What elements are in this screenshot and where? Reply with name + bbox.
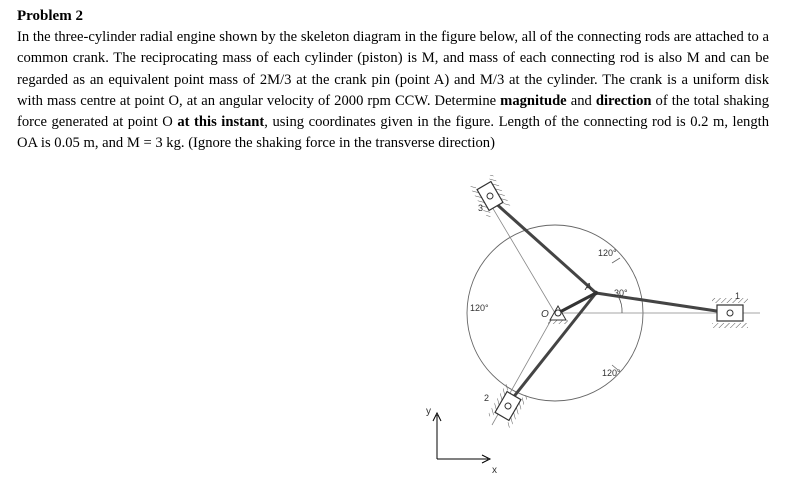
problem-text-part-1: In the three-cylinder radial engine shown by the skeleton diagram in the figure below, all of the connecting rods are attached to a common crank. The reciprocating mass of each cylinder (piston) is M, and mass of each connecting rod is also M and can be regarded as an equivalent point mass of 2M/3 at the crank pin (point A) and M/3 at the cylinder. The crank is a uniform disk with mass centre at point O, at an angular velocity of 2000 rpm CCW. Determine xyxy=(17,29,769,109)
label-angle-crank: 30° xyxy=(614,288,628,298)
label-axis-y: y xyxy=(426,406,431,417)
connecting-rod-2 xyxy=(508,293,596,404)
emphasis-magnitude: magnitude xyxy=(500,92,567,109)
label-angle-bottom: 120° xyxy=(602,368,621,378)
coordinate-axes xyxy=(433,413,490,463)
problem-title: Problem 2 xyxy=(17,8,83,24)
problem-text-part-2: and xyxy=(566,92,596,109)
problem-text-part-4: , using coordinates given in the figure. Length of the connecting rod is 0.2 m, length OA is 0.05 m, and M = 3 kg. (Ignore the shaking force in the transverse direction) xyxy=(17,114,770,152)
label-angle-top: 120° xyxy=(598,248,617,258)
angle-arc-30 xyxy=(618,296,622,313)
problem-text-part-3: of the total shaking force generated at point O xyxy=(17,92,769,131)
angle-arc-120-top xyxy=(612,258,620,263)
emphasis-direction: direction xyxy=(595,92,652,109)
crank-oa xyxy=(558,293,596,313)
connecting-rod-3 xyxy=(492,200,596,293)
emphasis-at-this-instant: at this instant xyxy=(177,114,265,131)
label-point-o: O xyxy=(541,309,549,320)
label-cylinder-2: 2 xyxy=(484,393,490,403)
label-angle-left: 120° xyxy=(470,303,489,313)
label-cylinder-1: 1 xyxy=(735,291,741,301)
label-cylinder-3: 3 xyxy=(478,203,484,213)
label-point-a: A xyxy=(585,282,592,293)
cylinder-1 xyxy=(712,298,748,328)
crank-pin-a xyxy=(594,291,598,295)
label-axis-x: x xyxy=(492,465,497,476)
